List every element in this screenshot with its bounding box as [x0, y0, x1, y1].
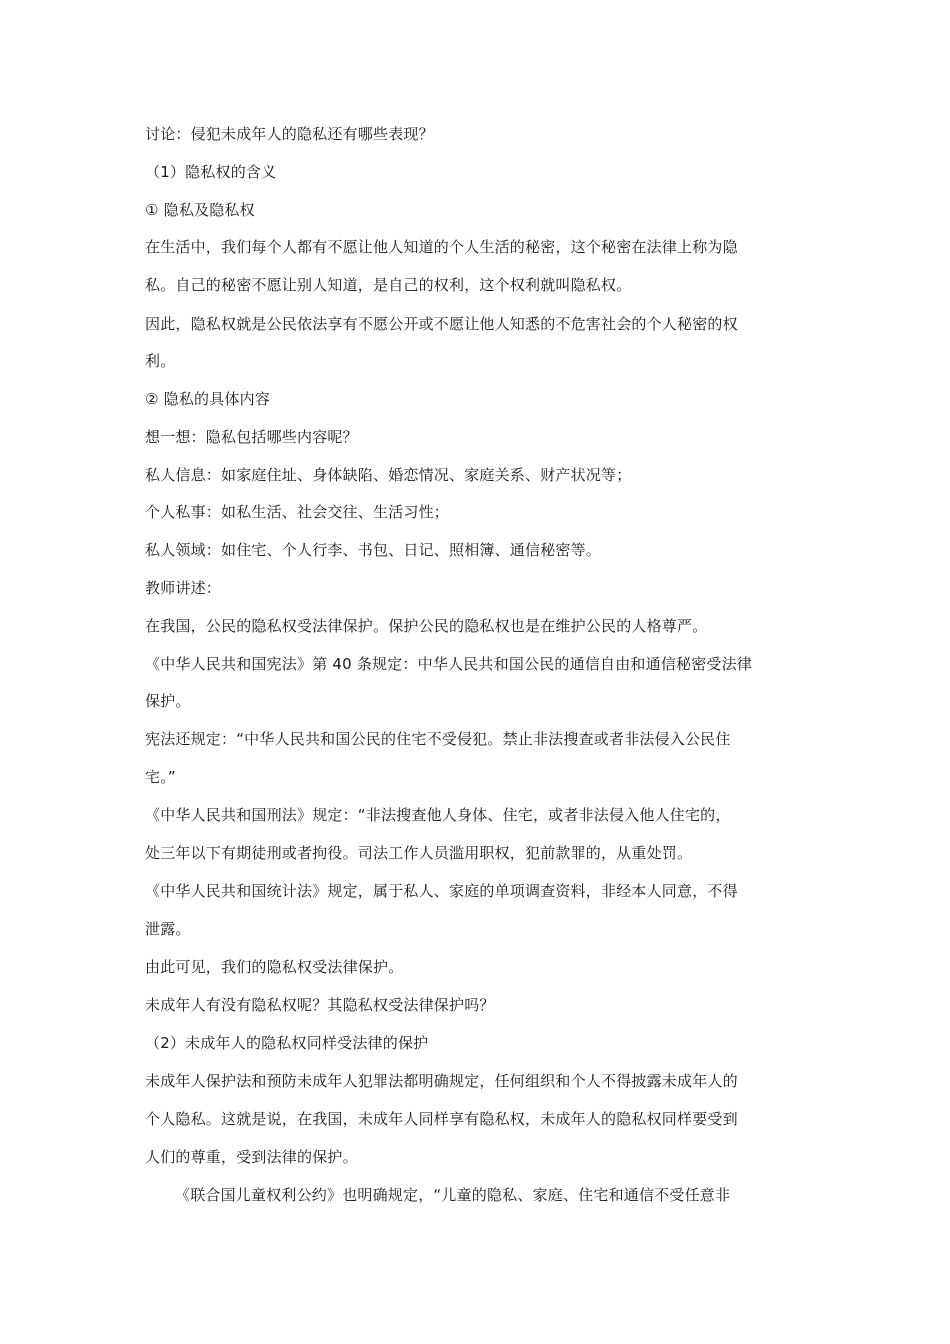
paragraph-line: 私。自己的秘密不愿让别人知道，是自己的权利，这个权利就叫隐私权。: [145, 276, 632, 294]
paragraph-line: 《中华人民共和国宪法》第 40 条规定：中华人民共和国公民的通信自由和通信秘密受法律: [145, 655, 753, 673]
paragraph-line: 保护。: [145, 692, 191, 710]
paragraph-line: 宪法还规定：“中华人民共和国公民的住宅不受侵犯。禁止非法搜查或者非法侵入公民住: [145, 730, 731, 748]
paragraph-line: 泄露。: [145, 920, 191, 938]
list-item: 个人私事：如私生活、社会交往、生活习性；: [145, 503, 450, 521]
section-heading-2: （2）未成年人的隐私权同样受法律的保护: [145, 1034, 429, 1052]
paragraph-line: 《中华人民共和国刑法》规定：“非法搜查他人身体、住宅，或者非法侵入他人住宅的，: [145, 806, 731, 824]
paragraph-line: 在生活中，我们每个人都有不愿让他人知道的个人生活的秘密，这个秘密在法律上称为隐: [145, 238, 738, 256]
paragraph-line: 处三年以下有期徒刑或者拘役。司法工作人员滥用职权，犯前款罪的，从重处罚。: [145, 844, 693, 862]
paragraph-line: 在我国，公民的隐私权受法律保护。保护公民的隐私权也是在维护公民的人格尊严。: [145, 617, 708, 635]
paragraph-line: 个人隐私。这就是说，在我国，未成年人同样享有隐私权，未成年人的隐私权同样要受到: [145, 1110, 738, 1128]
paragraph-line: 《联合国儿童权利公约》也明确规定，“儿童的隐私、家庭、住宅和通信不受任意非: [175, 1186, 731, 1204]
paragraph-line: 因此，隐私权就是公民依法享有不愿公开或不愿让他人知悉的不危害社会的个人秘密的权: [145, 315, 738, 333]
paragraph-line: 《中华人民共和国统计法》规定，属于私人、家庭的单项调查资料，非经本人同意，不得: [145, 882, 738, 900]
paragraph-line: 由此可见，我们的隐私权受法律保护。: [145, 958, 404, 976]
discussion-prompt: 讨论：侵犯未成年人的隐私还有哪些表现？: [145, 125, 434, 143]
question-line: 未成年人有没有隐私权呢？其隐私权受法律保护吗？: [145, 996, 495, 1014]
section-heading-1: （1）隐私权的含义: [145, 163, 277, 181]
subsection-heading-2: ② 隐私的具体内容: [145, 390, 271, 408]
paragraph-line: 利。: [145, 352, 176, 370]
paragraph-line: 人们的尊重，受到法律的保护。: [145, 1148, 358, 1166]
subsection-heading-1: ① 隐私及隐私权: [145, 201, 255, 219]
list-item: 私人领域：如住宅、个人行李、书包、日记、照相簿、通信秘密等。: [145, 541, 602, 559]
teacher-narration-label: 教师讲述：: [145, 579, 222, 597]
paragraph-line: 宅。”: [145, 768, 176, 786]
list-item: 私人信息：如家庭住址、身体缺陷、婚恋情况、家庭关系、财产状况等；: [145, 466, 632, 484]
paragraph-line: 未成年人保护法和预防未成年人犯罪法都明确规定，任何组织和个人不得披露未成年人的: [145, 1072, 738, 1090]
think-prompt: 想一想：隐私包括哪些内容呢？: [145, 428, 358, 446]
